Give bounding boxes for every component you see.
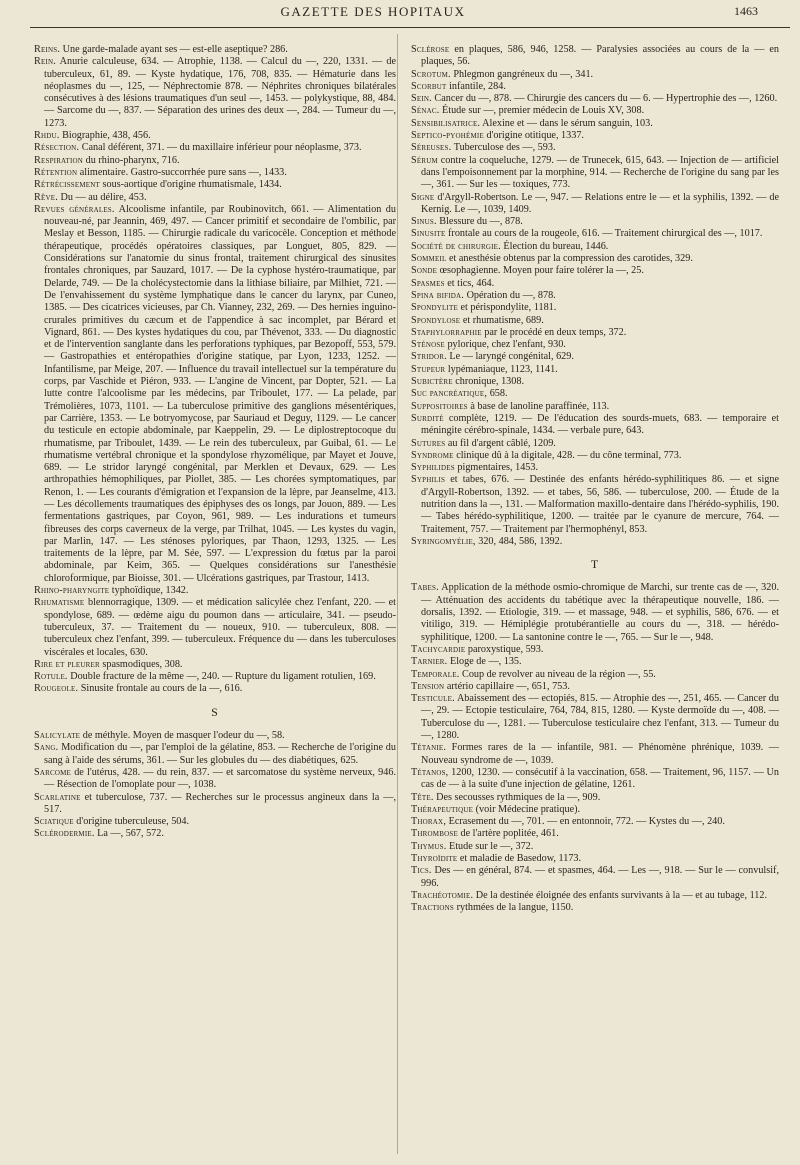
entry-text: 1200, 1230. — consécutif à la vaccination, 658. — Traitement, 96, 1157. — Un cas de — à la suite d'une injection de gélatine, 1261.	[421, 766, 779, 791]
entry-text: contre la coqueluche, 1279. — de Trunecek, 615, 643. — Injection de — artificiel dans l'empoisonnement par la morphine, 914. — Recherche de l'origine du sang par les —, 361. — Sur les — toxiques, 773.	[421, 154, 779, 191]
index-entry	[411, 241, 779, 253]
entry-text: Cancer du —, 878. — Chirurgie des cancers du — 6. — Hypertrophie des —, 1260.	[431, 93, 778, 105]
entry-text: Anurie calculeuse, 634. — Atrophie, 1138. — Calcul du —, 220, 1331. — de tuberculeux, 61, 89. — Kyste hydatique, 176, 708, 835. — Hématurie dans les néoplasmes du —, 125, — Néphrectomie 878. — Néphrites chroniques bilatérales consécutives à des lésions traumatiques d'un seul —, 1453. — polykystique, 88, 484. — Sarcome du —, 837. — Séparation des urines des deux —, 284. — Tumeur du —, 1273.	[44, 56, 396, 129]
entry-text: de méthyle. Moyen de masquer l'odeur du —, 58.	[80, 730, 285, 742]
left-column	[34, 44, 396, 841]
index-entry	[411, 536, 779, 548]
entry-headword: Sommeil	[411, 253, 447, 265]
entry-headword: Sonde	[411, 265, 438, 277]
index-entry	[411, 450, 779, 462]
entry-headword: Rhdu.	[34, 130, 60, 142]
entry-text: et tuberculose, 737. — Recherches sur le processus angineux dans la —, 517.	[44, 791, 396, 815]
index-entry	[411, 339, 779, 351]
entry-headword: Sang.	[34, 742, 59, 754]
index-entry	[34, 56, 396, 130]
entry-text: Modification du —, par l'emploi de la gélatine, 853. — Recherche de l'origine du sang à l'aide des sérums, 361. — Sur les globules du — des diabétiques, 625.	[44, 742, 396, 766]
index-entry	[411, 364, 779, 376]
index-entry	[411, 438, 779, 450]
index-entry	[411, 656, 779, 668]
entry-text: blennorragique, 1309. — et médication salicylée chez l'enfant, 220. — et spondylose, 689. — œdème aigu du poumon dans — articulaire, 341. — pseudo-tuberculeux, 37. — Traitement du — noueux, 910. — tuberculeux, 808. — tuberculeux chez l'enfant, 399. — tuberculeux. Fréquence du — dans les tuberculoses viscérales et locales, 630.	[44, 597, 396, 658]
entry-text: et tics, 464.	[444, 277, 495, 289]
entry-text: Le — laryngé congénital, 629.	[446, 351, 574, 363]
entry-text: Application de la méthode osmio-chromique de Marchi, sur trente cas de —, 320. — Atténuation des accidents du tabétique avec la thérapeutique nouvelle, 186. — dorsalis, 1392. — Etiologie, 319. — et massage, 948. — et syphilis, 586, 676. — et vitiligo, 319. — Hémiplégie protubérantielle au cours du —, 318. — hérédo-syphilitique, 1200. — La santonine contre le —, 765. — Sur le —, 948.	[421, 582, 779, 643]
entry-headword: Rétrécissement	[34, 179, 100, 191]
entry-text: d'origine otitique, 1337.	[483, 130, 584, 142]
index-entry	[411, 327, 779, 339]
index-entry	[34, 130, 396, 142]
entry-headword: Sérum	[411, 154, 438, 166]
entry-headword: Rétention	[34, 166, 78, 178]
index-entry	[411, 93, 779, 105]
entry-headword: Stridor.	[411, 351, 447, 363]
entry-headword: Sinus.	[411, 216, 437, 228]
index-entry	[411, 228, 779, 240]
index-entry	[411, 192, 779, 217]
index-entry	[411, 81, 779, 93]
right-column	[411, 44, 779, 914]
entry-headword: Sénac.	[411, 105, 440, 117]
entry-text: Opération du —, 878.	[464, 289, 556, 301]
entry-headword: Rotule.	[34, 671, 68, 683]
entry-headword: Salicylate	[34, 730, 81, 742]
entry-headword: Tachycardie	[411, 643, 466, 655]
entry-text: Du — au délire, 453.	[57, 191, 147, 203]
entry-text: clinique dû à la digitale, 428. — du cône terminal, 773.	[453, 449, 682, 461]
entry-text: 658.	[487, 388, 508, 400]
entry-text: Élection du bureau, 1446.	[500, 240, 609, 252]
index-entry	[34, 179, 396, 191]
index-entry	[411, 413, 779, 438]
entry-text: Ecrasement du —, 701. — en entonnoir, 772. — Kystes du —, 240.	[446, 816, 725, 828]
index-entry	[411, 155, 779, 192]
entry-headword: Septico-pyohémie	[411, 130, 484, 142]
entry-text: par le procédé en deux temps, 372.	[481, 326, 627, 338]
index-entry	[411, 816, 779, 828]
entry-text: Alexine et — dans le sérum sanguin, 103.	[480, 117, 653, 129]
entry-headword: Signe	[411, 191, 435, 203]
entry-headword: Sténose	[411, 339, 445, 351]
section-s-entries-continued	[411, 44, 779, 548]
index-entry	[34, 585, 396, 597]
index-entry	[411, 669, 779, 681]
page-number: 1463	[734, 4, 758, 18]
entry-text: œsophagienne. Moyen pour faire tolérer la —, 25.	[437, 265, 644, 277]
index-entry	[34, 142, 396, 154]
index-entry	[34, 192, 396, 204]
entry-headword: Tarnier.	[411, 656, 448, 668]
entry-headword: Syphilis	[411, 474, 446, 486]
entry-headword: Rêve.	[34, 191, 58, 203]
entry-text: Coup de revolver au niveau de la région —, 55.	[459, 668, 656, 680]
entry-text: et rhumatisme, 689.	[460, 314, 544, 326]
entry-headword: Spondylite	[411, 302, 458, 314]
index-entry	[411, 69, 779, 81]
index-entry	[34, 167, 396, 179]
entry-text: Biographie, 438, 456.	[59, 130, 151, 142]
index-entry	[34, 742, 396, 767]
entry-text: Abaissement des — ectopiés, 815. — Atrophie des —, 251, 465. — Cancer du —, 29. — Ectopie testiculaire, 764, 784, 815, 1280. — Kyste dermoïde du —, 408. — Tuberculose du —, 1281. — Tuberculose testiculaire chez l'enfant, 313. — Tumeur du —, 1280.	[421, 693, 779, 742]
index-entry	[34, 816, 396, 828]
entry-headword: Tête.	[411, 791, 434, 803]
entry-text: typhoïdique, 1342.	[109, 585, 189, 597]
entry-headword: Rein.	[34, 56, 57, 68]
index-entry	[34, 659, 396, 671]
entry-text: Canal déférent, 371. — du maxillaire inférieur pour néoplasme, 373.	[79, 142, 362, 154]
entry-text: La —, 567, 572.	[94, 828, 164, 840]
index-entry	[411, 902, 779, 914]
entry-headword: Temporale.	[411, 668, 460, 680]
header-rule	[30, 27, 790, 28]
entry-headword: Trachéotomie.	[411, 889, 474, 901]
entry-headword: Rhino-pharyngite	[34, 585, 110, 597]
entry-text: Phlegmon gangréneux du —, 341.	[450, 68, 594, 80]
entry-headword: Tétanos,	[411, 766, 449, 778]
entry-headword: Tétanie.	[411, 742, 447, 754]
entry-headword: Sinusite	[411, 228, 446, 240]
entry-headword: Résection.	[34, 142, 80, 154]
index-entry	[411, 351, 779, 363]
index-entry	[411, 693, 779, 742]
entry-text: et maladie de Basedow, 1173.	[457, 853, 582, 864]
index-entry	[411, 742, 779, 767]
entry-text: et tabes, 676. — Destinée des enfants hérédo-syphilitiques 86. — et signe d'Argyll-Robertson, 1392. — et tabes, 56, 586. — tuberculose, 200. — Étude de la nutrition dans la —, 131. — Malformation maxillo-dentaire dans l'hérédo-syphilis, 190. — Tabes hérédo-syphilitique, 1200. — traitée par le cyanure de mercure, 764. — Traitement, 757. — Traitement par l'hermophényl, 853.	[421, 474, 779, 535]
entry-text: rythmées de la langue, 1150.	[454, 902, 574, 914]
entry-text: paroxystique, 593.	[465, 643, 544, 655]
entry-text: Étude sur —, premier médecin de Louis XV, 308.	[439, 105, 645, 117]
entry-headword: Sensibilisatrice.	[411, 117, 481, 129]
entry-headword: Thymus.	[411, 840, 447, 852]
entry-text: d'Argyll-Robertson. Le —, 947. — Relations entre le — et la syphilis, 1392. — de Kernig. Le —, 1039, 1409.	[421, 191, 779, 215]
index-entry	[411, 105, 779, 117]
entry-headword: Scrotum.	[411, 68, 451, 80]
entry-text: De la destinée éloignée des enfants survivants à la — et au tubage, 112.	[473, 889, 768, 901]
section-t-entries	[411, 582, 779, 914]
entry-headword: Thorax,	[411, 816, 447, 828]
index-entry	[411, 828, 779, 840]
entry-headword: Rougeole.	[34, 683, 79, 695]
entry-headword: Rhumatisme	[34, 597, 85, 609]
entry-text: Des secousses rythmiques de la —, 909.	[433, 791, 601, 803]
running-head-title: GAZETTE DES HOPITAUX	[280, 4, 466, 19]
entry-headword: Suc pancréatique,	[411, 388, 488, 400]
entry-headword: Sarcome	[34, 766, 72, 778]
entry-text: d'origine tuberculeuse, 504.	[73, 816, 190, 828]
entry-text: de l'artère poplitée, 461.	[457, 828, 559, 840]
entry-text: et anesthésie obtenus par la compression des carotides, 329.	[446, 253, 693, 265]
entry-text: Etude sur le —, 372.	[446, 840, 534, 852]
entry-headword: Respiration	[34, 154, 84, 166]
entry-headword: Sein.	[411, 93, 432, 105]
entry-text: chronique, 1308.	[452, 376, 524, 388]
index-entry	[411, 290, 779, 302]
entry-text: pigmentaires, 1453.	[454, 462, 539, 474]
entry-text: Tuberculose des —, 593.	[451, 142, 556, 154]
entry-headword: Staphylorraphie	[411, 326, 482, 338]
entry-text: Des — en général, 874. — et spasmes, 464. — Les —, 918. — Sur le — convulsif, 996.	[421, 865, 779, 889]
entry-headword: Tension	[411, 680, 445, 692]
index-entry	[411, 142, 779, 154]
entry-headword: Thyroïdite	[411, 853, 458, 864]
index-entry	[411, 388, 779, 400]
entry-text: Eloge de —, 135.	[447, 656, 522, 668]
entry-text: (voir Médecine pratique).	[473, 803, 581, 815]
entry-headword: Tics.	[411, 865, 432, 877]
entry-text: frontale au cours de la rougeole, 616. — Traitement chirurgical des —, 1017.	[445, 228, 763, 240]
entry-text: Blessure du —, 878.	[436, 216, 523, 228]
entry-headword: Syphilides	[411, 462, 455, 474]
index-entry	[411, 853, 779, 865]
entry-headword: Société de chirurgie.	[411, 240, 501, 252]
entry-text: alimentaire. Gastro-succorrhée pure sans —, 1433.	[77, 166, 287, 178]
entry-headword: Thérapeutique	[411, 803, 474, 815]
index-entry	[411, 253, 779, 265]
entry-text: en plaques, 586, 946, 1258. — Paralysies associées au cours de la — en plaques, 56.	[421, 44, 779, 68]
column-divider	[397, 34, 398, 1154]
index-entry	[411, 474, 779, 535]
index-entry	[34, 671, 396, 683]
entry-headword: Stupeur	[411, 363, 446, 375]
entry-headword: Reins.	[34, 44, 61, 55]
section-t-heading: T	[590, 557, 600, 572]
entry-headword: Sclérose	[411, 44, 450, 55]
entry-headword: Rire et pleurer	[34, 658, 100, 670]
entry-headword: Tractions	[411, 902, 455, 914]
entry-text: de l'utérus, 428. — du rein, 837. — et sarcomatose du système nerveux, 946. — Résection de l'omoplate pour —, 1038.	[44, 766, 396, 791]
entry-text: sous-aortique d'origine rhumatismale, 1434.	[100, 179, 282, 191]
index-entry	[411, 644, 779, 656]
entry-text: du rhino-pharynx, 716.	[83, 154, 180, 166]
index-entry	[34, 730, 396, 742]
index-entry	[411, 792, 779, 804]
index-entry	[411, 265, 779, 277]
entry-headword: Scarlatine	[34, 791, 81, 803]
index-entry	[34, 683, 396, 695]
index-entry	[411, 865, 779, 890]
entry-text: lypémaniaque, 1123, 1141.	[445, 363, 558, 375]
entry-headword: Thrombose	[411, 828, 458, 840]
index-entry	[411, 216, 779, 228]
entry-text: complète, 1219. — De l'éducation des sourds-muets, 683. — temporaire et méningite cérébro-spinale, 1434. — verbale pure, 643.	[421, 412, 779, 437]
entry-text: infantile, 284.	[446, 80, 506, 92]
entry-headword: Spina bifida.	[411, 289, 465, 301]
index-entry	[34, 828, 396, 840]
index-entry	[411, 841, 779, 853]
section-s-heading: S	[211, 704, 219, 719]
index-entry	[411, 582, 779, 643]
entry-text: Alcoolisme infantile, par Roubinovitch, 661. — Alimentation du nouveau-né, par Jeannin, 469, 497. — Cancer primitif et secondaire de l'ombilic, par Meslay et Besson, 1185. — Chirurgie radicale du varicocèle. Conception et méthode thérapeutique, procédés opératoires classiques, par Longuet, 805, 829. — Considérations sur l'anatomie du sinus frontal, traitement chirurgical des sinusites frontales chroniques, par Sauzard, 1017. — De la cyphose hystéro-traumatique, par Delarde, 749. — De la cholécystectomie dans la lithiase biliaire, par Milhiet, 721. — De l'envahissement du système lymphatique dans le cancer du larynx, par Cuneo, 1385. — Des cicatrices vicieuses, par Ch. Vianney, 232, 269. — Des hernies inguino-crurales primitives du cæcum et de l'appendice à sac incomplet, par Bérard et Vignard, 861. — Des kystes hydatiques du cou, par Thévenot, 333. — Du diagnostic et de l'intervention sanglante dans les perforations typhiques, par Bezopoff, 553, 579. — Gastropathies et entéropathies d'origine statique, par Lyon, 1233, 1252. — Infantilisme, par Meige, 207. — Influence du travail intellectuel sur la température du corps, par Vaschide et Piéron, 933. — L'angine de Vincent, par Dopter, 521. — La lutte contre l'alcoolisme par les médecins, par Triboulet, 177. — La pelade, par Trémolières, 1073, 1101. — La tuberculose primitive des ganglions mésentériques, par Carrière, 1353. — Le botryomycose, par Sauriaud et Deguy, 1129. — Le cancer du testicule en ectopie abdominale, par Kaeppelin, 29. — Le diplostreptocoque du rhumatisme, par Triboulet, 1439. — Le rein des tuberculeux, par Guibal, 61. — Le rhumatisme vertébral chronique et la spondylose rhyzomélique, par Mayet et Jouve, 689. — Le stridor laryngé congénital, par Merklen et Devaux, 629. — Les arthropathies hémophiliques, par Piollet, 385. — Les chorées symptomatiques, par Renon, 1. — Les courants d'émigration et l'expansion de la lèpre, par Jeanselme, 413. — Les décollements traumatiques des épiphyses des os longs, par Jouon, 889. — Les fermentations gastriques, par Coyon, 961, 989. — Les indurations et tumeurs fibreuses des corps caverneux de la verge, par Trilhat, 1045. — Les kystes du vagin, par Marlin, 147. — Les sténoses pyloriques, par Thaon, 1293, 1325. — Les traitements de la lèpre, par M. Sée, 597. — L'expression du fœtus par la paroi abdominale, par Keim, 365. — Quelques considérations sur l'anesthésie chloroformique, par Bioisse, 301. — Ulcérations gastriques, par Trastour, 1413.	[44, 203, 396, 584]
entry-text: Formes rares de la — infantile, 981. — Phénomène phrénique, 1039. — Nouveau syndrome de —, 1039.	[421, 742, 779, 766]
index-entry	[411, 315, 779, 327]
entry-headword: Sutures	[411, 437, 446, 449]
entry-headword: Sciatique	[34, 816, 74, 828]
entry-text: artério capillaire —, 651, 753.	[444, 680, 570, 692]
entry-text: Double fracture de la même —, 240. — Rupture du ligament rotulien, 169.	[67, 671, 376, 683]
entry-headword: Sclérodermie.	[34, 828, 95, 840]
index-entry	[34, 792, 396, 817]
index-entry	[34, 44, 396, 56]
entry-headword: Scorbut	[411, 80, 447, 92]
index-entry	[411, 278, 779, 290]
index-entry	[411, 44, 779, 69]
section-r-entries	[34, 44, 396, 696]
index-entry	[411, 376, 779, 388]
entry-headword: Spasmes	[411, 277, 445, 289]
entry-headword: Syringomyélie,	[411, 535, 476, 547]
index-entry	[411, 767, 779, 792]
index-entry	[411, 462, 779, 474]
entry-headword: Subictère	[411, 376, 453, 388]
entry-headword: Surdité	[411, 412, 444, 424]
entry-headword: Séreuses.	[411, 142, 452, 154]
entry-text: 320, 484, 586, 1392.	[475, 535, 563, 547]
entry-text: spasmodiques, 308.	[99, 658, 183, 670]
index-entry	[411, 681, 779, 693]
index-entry	[34, 204, 396, 585]
entry-text: au fil d'argent câblé, 1209.	[445, 437, 556, 449]
index-entry	[411, 401, 779, 413]
entry-text: Sinusite frontale au cours de la —, 616.	[78, 683, 243, 695]
entry-headword: Testicule.	[411, 693, 455, 705]
index-entry	[411, 302, 779, 314]
entry-text: pylorique, chez l'enfant, 930.	[444, 339, 566, 351]
index-entry	[411, 130, 779, 142]
entry-headword: Tabes.	[411, 582, 439, 594]
entry-headword: Revues générales.	[34, 203, 115, 215]
index-entry	[411, 118, 779, 130]
entry-text: à base de lanoline paraffinée, 113.	[467, 400, 610, 412]
index-entry	[411, 804, 779, 816]
entry-text: Une garde-malade ayant ses — est-elle aseptique? 286.	[60, 44, 288, 55]
index-entry	[34, 597, 396, 658]
index-entry	[34, 767, 396, 792]
entry-headword: Spondylose	[411, 314, 461, 326]
entry-headword: Suppositoires	[411, 400, 468, 412]
index-entry	[411, 890, 779, 902]
entry-headword: Syndrome	[411, 449, 454, 461]
entry-text: et périspondylite, 1181.	[457, 302, 557, 314]
index-entry	[34, 155, 396, 167]
section-s-entries	[34, 730, 396, 841]
